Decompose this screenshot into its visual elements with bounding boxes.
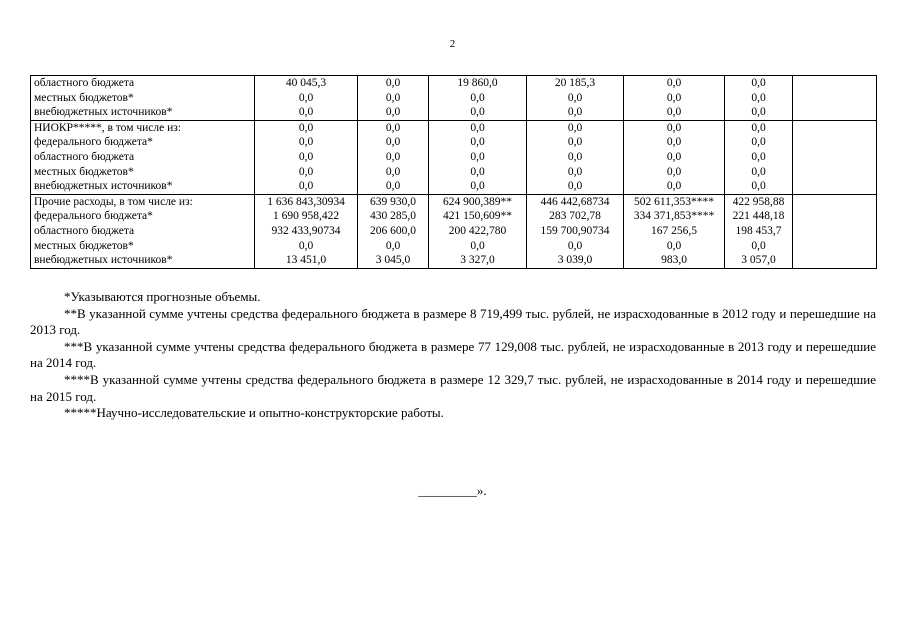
cell-value — [796, 195, 873, 210]
cell-value: 624 900,389** — [443, 195, 512, 208]
value-cell — [255, 194, 358, 268]
cell-value: 13 451,0 — [285, 254, 327, 267]
closing-mark: _________». — [418, 483, 487, 498]
footnotes — [30, 289, 876, 422]
cell-value: 0,0 — [751, 77, 766, 89]
footnote-5: *****Научно-исследовательские и опытно-конструкторские работы. — [64, 405, 444, 421]
cell-value: 0,0 — [567, 106, 583, 119]
budget-table — [30, 75, 877, 269]
cell-value: 0,0 — [666, 121, 682, 134]
cell-value: 0,0 — [470, 150, 485, 163]
value-cell — [624, 76, 725, 121]
cell-value: 40 045,3 — [285, 77, 327, 89]
cell-value: 0,0 — [470, 180, 485, 193]
footnote-2: **В указанной сумме учтены средства федерального бюджета в размере 8 719,499 тыс. рублей, не израсходованные в 2012 году и перешедшие на 2013 год. — [30, 305, 876, 338]
cell-value: 422 958,88 — [732, 195, 785, 208]
cell-value — [796, 179, 873, 194]
cell-value: 0,0 — [666, 239, 682, 252]
cell-value: 430 285,0 — [370, 210, 416, 223]
cell-value: 1 636 843,30934 — [267, 195, 345, 208]
cell-value — [796, 209, 873, 224]
cell-value: 0,0 — [751, 239, 766, 252]
cell-value: 0,0 — [751, 91, 766, 104]
cell-value: 0,0 — [470, 165, 485, 178]
value-cell — [429, 194, 527, 268]
cell-value — [796, 91, 873, 106]
value-cell — [793, 194, 877, 268]
value-cell — [527, 76, 624, 121]
value-cell — [793, 76, 877, 121]
row-label-cell — [31, 120, 255, 194]
row-label: внебюджетных источников* — [34, 106, 173, 119]
cell-value — [796, 105, 873, 120]
value-cell — [358, 194, 429, 268]
cell-value: 0,0 — [751, 180, 766, 193]
cell-value: 932 433,90734 — [271, 224, 341, 237]
cell-value — [796, 165, 873, 180]
cell-value: 0,0 — [470, 91, 485, 104]
cell-value: 0,0 — [298, 239, 314, 252]
cell-value — [796, 253, 873, 268]
cell-value: 0,0 — [666, 77, 682, 89]
row-label: областного бюджета — [34, 77, 135, 89]
cell-value: 3 039,0 — [557, 254, 593, 267]
table-row — [31, 76, 877, 121]
row-label-cell — [31, 76, 255, 121]
value-cell — [255, 120, 358, 194]
value-cell — [725, 120, 793, 194]
cell-value: 0,0 — [298, 121, 314, 134]
cell-value — [796, 121, 873, 136]
cell-value: 639 930,0 — [370, 195, 416, 208]
cell-value: 0,0 — [751, 165, 766, 178]
cell-value: 3 327,0 — [460, 254, 495, 267]
cell-value: 0,0 — [470, 239, 485, 252]
row-label: Прочие расходы, в том числе из: — [34, 195, 193, 208]
cell-value: 0,0 — [385, 106, 401, 119]
cell-value: 0,0 — [385, 150, 401, 163]
value-cell — [255, 76, 358, 121]
row-label: внебюджетных источников* — [34, 180, 173, 193]
cell-value: 0,0 — [567, 91, 583, 104]
row-label: областного бюджета — [34, 224, 135, 237]
cell-value: 0,0 — [567, 121, 583, 134]
cell-value: 502 611,353**** — [633, 195, 715, 208]
cell-value: 0,0 — [298, 136, 314, 149]
cell-value: 19 860,0 — [457, 77, 498, 89]
cell-value: 221 448,18 — [732, 210, 785, 223]
cell-value: 200 422,780 — [448, 224, 507, 237]
cell-value: 0,0 — [567, 136, 583, 149]
cell-value: 3 045,0 — [375, 254, 411, 267]
cell-value: 0,0 — [385, 136, 401, 149]
footnote-4: ****В указанной сумме учтены средства федерального бюджета в размере 12 329,7 тыс. рублей, не израсходованные в 2014 году и перешедшие на 2015 год. — [30, 371, 876, 404]
cell-value: 0,0 — [298, 180, 314, 193]
value-cell — [527, 194, 624, 268]
cell-value: 0,0 — [470, 136, 485, 149]
cell-value: 0,0 — [567, 165, 583, 178]
cell-value: 159 700,90734 — [540, 224, 610, 237]
cell-value: 0,0 — [567, 239, 583, 252]
row-label: федерального бюджета* — [34, 210, 153, 223]
value-cell — [527, 120, 624, 194]
cell-value: 167 256,5 — [651, 224, 697, 237]
cell-value: 446 442,68734 — [540, 195, 610, 208]
value-cell — [358, 120, 429, 194]
cell-value — [796, 224, 873, 239]
cell-value: 1 690 958,422 — [272, 210, 340, 223]
cell-value: 0,0 — [666, 180, 682, 193]
cell-value: 0,0 — [567, 180, 583, 193]
table-row — [31, 194, 877, 268]
cell-value: 0,0 — [567, 150, 583, 163]
page-number: 2 — [449, 38, 456, 50]
table-row — [31, 120, 877, 194]
row-label: местных бюджетов* — [34, 91, 134, 104]
budget-table-body — [31, 76, 877, 269]
cell-value: 421 150,609** — [443, 210, 512, 223]
value-cell — [429, 76, 527, 121]
cell-value: 0,0 — [298, 91, 314, 104]
cell-value: 0,0 — [385, 77, 401, 89]
cell-value — [796, 150, 873, 165]
row-label: местных бюджетов* — [34, 165, 134, 178]
cell-value: 0,0 — [385, 121, 401, 134]
footnote-3: ***В указанной сумме учтены средства федерального бюджета в размере 77 129,008 тыс. рублей, не израсходованные в 2013 году и перешедшие на 2014 год. — [30, 338, 876, 371]
cell-value: 198 453,7 — [735, 224, 782, 237]
row-label: внебюджетных источников* — [34, 254, 173, 267]
cell-value: 3 057,0 — [741, 254, 776, 267]
value-cell — [793, 120, 877, 194]
cell-value: 0,0 — [666, 150, 682, 163]
cell-value: 0,0 — [298, 165, 314, 178]
cell-value: 0,0 — [298, 150, 314, 163]
row-label: НИОКР*****, в том числе из: — [34, 121, 181, 134]
row-label-cell — [31, 194, 255, 268]
cell-value — [796, 135, 873, 150]
cell-value: 0,0 — [751, 121, 766, 134]
cell-value: 0,0 — [751, 150, 766, 163]
cell-value: 983,0 — [661, 254, 687, 267]
cell-value: 0,0 — [385, 165, 401, 178]
cell-value: 0,0 — [666, 165, 682, 178]
cell-value: 0,0 — [470, 106, 485, 119]
cell-value: 0,0 — [385, 91, 401, 104]
value-cell — [358, 76, 429, 121]
row-label: федерального бюджета* — [34, 136, 153, 149]
value-cell — [624, 120, 725, 194]
cell-value: 334 371,853**** — [633, 210, 715, 223]
cell-value — [796, 76, 873, 91]
cell-value: 0,0 — [385, 180, 401, 193]
cell-value: 0,0 — [666, 91, 682, 104]
cell-value: 0,0 — [666, 106, 682, 119]
value-cell — [429, 120, 527, 194]
cell-value: 283 702,78 — [549, 210, 601, 223]
cell-value — [796, 239, 873, 254]
value-cell — [725, 194, 793, 268]
row-label: областного бюджета — [34, 150, 135, 163]
cell-value: 0,0 — [385, 239, 401, 252]
cell-value: 0,0 — [751, 136, 766, 149]
cell-value: 206 600,0 — [370, 224, 416, 237]
row-label: местных бюджетов* — [34, 239, 134, 252]
value-cell — [725, 76, 793, 121]
value-cell — [624, 194, 725, 268]
cell-value: 0,0 — [666, 136, 682, 149]
cell-value: 0,0 — [751, 106, 766, 119]
footnote-1: *Указываются прогнозные объемы. — [64, 289, 261, 304]
cell-value: 0,0 — [298, 106, 314, 119]
cell-value: 20 185,3 — [554, 77, 596, 89]
cell-value: 0,0 — [470, 121, 485, 134]
